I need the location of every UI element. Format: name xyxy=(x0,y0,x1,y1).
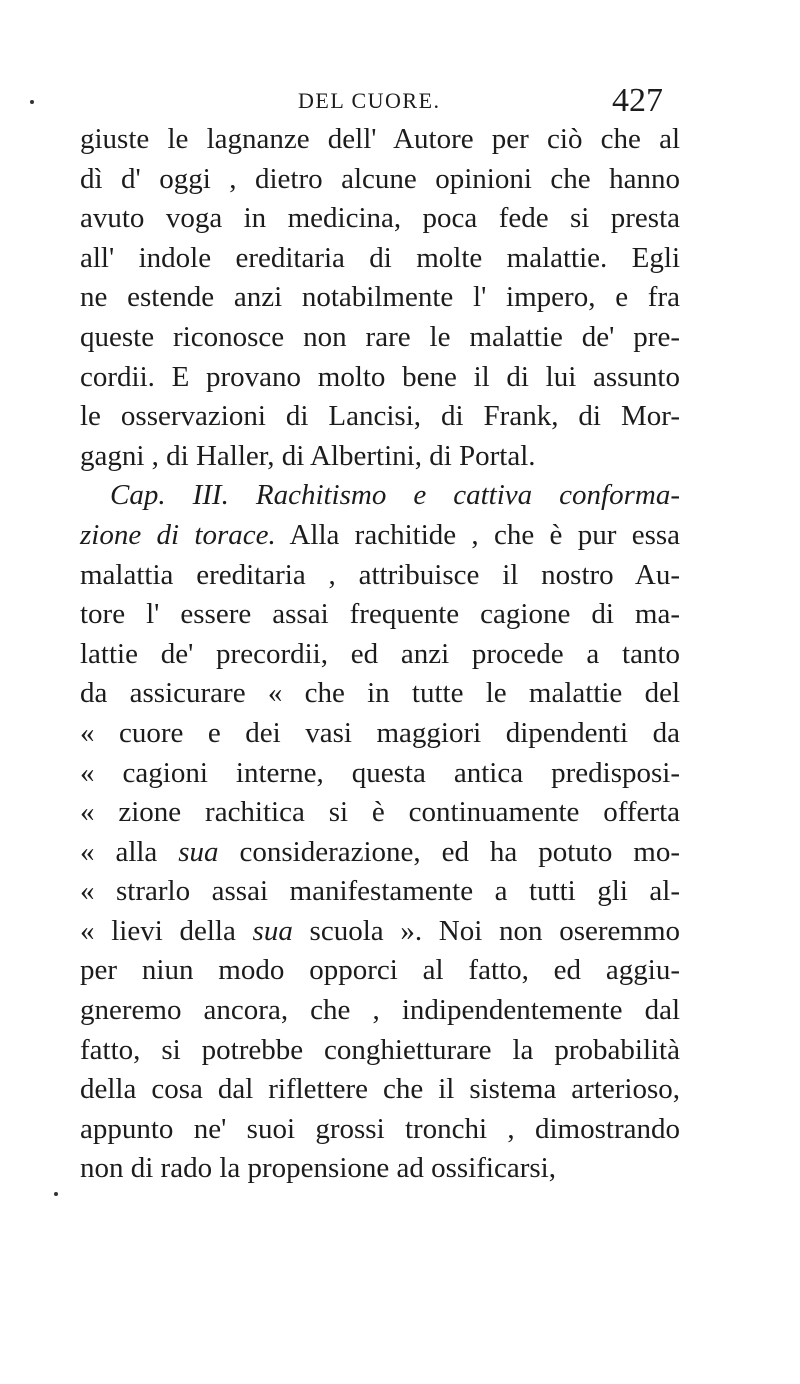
italic-word: sua xyxy=(252,914,293,947)
body-text xyxy=(80,120,680,1189)
text-span: Alla rachitide , che è pur essa xyxy=(275,518,681,551)
text-line: giuste le lagnanze dell' Autore per ciò che al xyxy=(80,123,680,155)
page-number: 427 xyxy=(612,82,663,119)
text-line: all' indole ereditaria di molte malattie. Egli xyxy=(80,241,680,274)
quoted-line xyxy=(80,912,680,952)
text-line: appunto ne' suoi grossi tronchi , dimostrando xyxy=(80,1112,680,1145)
quoted-line: « zione rachitica si è continuamente offerta xyxy=(80,796,680,829)
text-line: gneremo ancora, che , indipendentemente dal xyxy=(80,994,680,1027)
text-line: queste riconosce non rare le malattie de' pre- xyxy=(80,320,680,353)
quoted-line: « strarlo assai manifestamente a tutti gli al- xyxy=(80,875,680,908)
text-line xyxy=(80,516,680,556)
text-line: avuto voga in medicina, poca fede si presta xyxy=(80,202,680,235)
text-span: « lievi della xyxy=(80,914,253,947)
text-span: considerazione, ed ha potuto mo- xyxy=(218,835,680,868)
chapter-heading-line: Cap. III. Rachitismo e cattiva conforma- xyxy=(110,479,680,512)
text-span: scuola ». Noi non oseremmo xyxy=(292,914,680,947)
italic-word: sua xyxy=(178,835,219,868)
print-speck xyxy=(54,1192,58,1196)
text-line: della cosa dal riflettere che il sistema arterioso, xyxy=(80,1073,680,1106)
text-line: tore l' essere assai frequente cagione di ma- xyxy=(80,598,680,631)
quoted-line xyxy=(80,833,680,873)
text-line: per niun modo opporci al fatto, ed aggiu- xyxy=(80,954,680,987)
text-line: da assicurare « che in tutte le malattie del xyxy=(80,677,680,710)
text-line: cordii. E provano molto bene il di lui assunto xyxy=(80,360,680,393)
text-line: fatto, si potrebbe conghietturare la probabilità xyxy=(80,1033,680,1066)
text-line: gagni , di Haller, di Albertini, di Portal. xyxy=(80,439,536,472)
print-speck xyxy=(30,100,34,104)
chapter-heading-continuation: zione di torace. xyxy=(80,518,276,551)
text-line: lattie de' precordii, ed anzi procede a tanto xyxy=(80,637,680,670)
quoted-line: « cagioni interne, questa antica predisposi- xyxy=(80,756,680,789)
running-head-title: DEL CUORE. xyxy=(298,88,441,113)
text-line: non di rado la propensione ad ossificarsi, xyxy=(80,1152,556,1185)
text-line: dì d' oggi , dietro alcune opinioni che hanno xyxy=(80,162,680,195)
text-line: le osservazioni di Lancisi, di Frank, di Mor- xyxy=(80,400,680,433)
text-line: ne estende anzi notabilmente l' impero, e fra xyxy=(80,281,680,314)
text-line: malattia ereditaria , attribuisce il nostro Au- xyxy=(80,558,680,591)
quoted-line: « cuore e dei vasi maggiori dipendenti da xyxy=(80,716,680,749)
text-span: « alla xyxy=(80,835,179,868)
